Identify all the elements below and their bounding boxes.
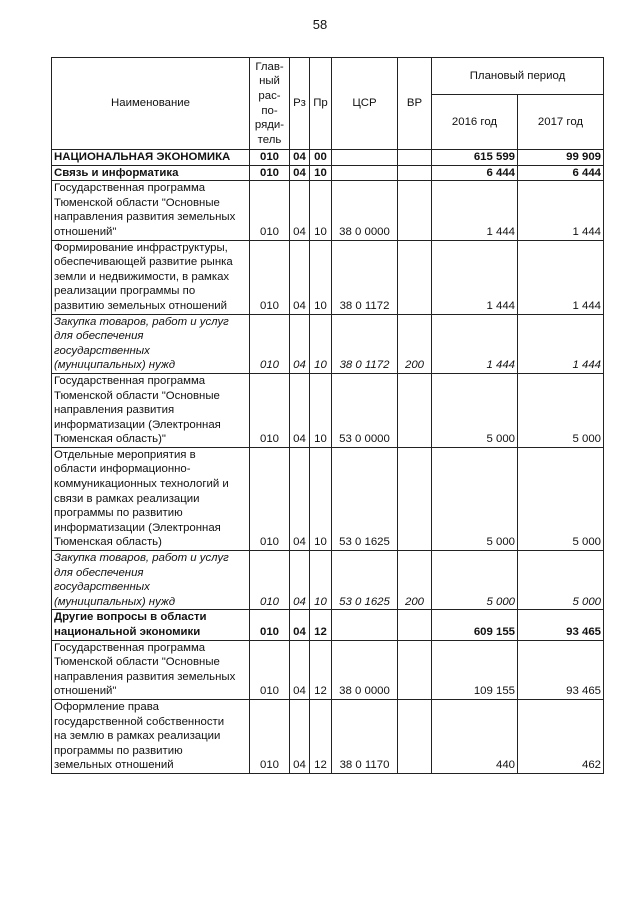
cell-gr: 010	[250, 314, 290, 373]
cell-pr: 10	[310, 373, 332, 447]
cell-rz: 04	[290, 447, 310, 550]
header-2016: 2016 год	[432, 95, 518, 150]
header-gr: Глав- ный рас- по- ряди- тель	[250, 58, 290, 150]
cell-rz: 04	[290, 551, 310, 610]
header-vr: ВР	[398, 58, 432, 150]
table-row	[52, 314, 604, 373]
cell-pr: 10	[310, 447, 332, 550]
cell-v2016: 109 155	[432, 640, 518, 699]
cell-gr: 010	[250, 699, 290, 773]
cell-name: Закупка товаров, работ и услуг для обеспечения государственных (муниципальных) нужд	[52, 551, 250, 610]
cell-v2016: 440	[432, 699, 518, 773]
table-row	[52, 240, 604, 314]
cell-rz: 04	[290, 640, 310, 699]
page-number: 58	[312, 17, 328, 32]
cell-rz: 04	[290, 699, 310, 773]
table-row	[52, 447, 604, 550]
cell-pr: 10	[310, 181, 332, 240]
cell-csr: 38 0 1172	[332, 314, 398, 373]
table-row	[52, 699, 604, 773]
cell-rz: 04	[290, 150, 310, 166]
cell-v2016: 1 444	[432, 181, 518, 240]
cell-gr: 010	[250, 150, 290, 166]
cell-csr: 38 0 0000	[332, 181, 398, 240]
cell-v2017: 1 444	[518, 181, 604, 240]
cell-vr	[398, 150, 432, 166]
cell-vr	[398, 165, 432, 181]
header-name: Наименование	[52, 58, 250, 150]
cell-vr	[398, 640, 432, 699]
cell-gr: 010	[250, 640, 290, 699]
cell-gr: 010	[250, 165, 290, 181]
cell-name: Связь и информатика	[52, 165, 250, 181]
cell-gr: 010	[250, 181, 290, 240]
cell-rz: 04	[290, 240, 310, 314]
cell-v2016: 609 155	[432, 610, 518, 640]
cell-v2016: 5 000	[432, 551, 518, 610]
cell-csr	[332, 610, 398, 640]
cell-rz: 04	[290, 610, 310, 640]
cell-v2016: 5 000	[432, 447, 518, 550]
cell-vr	[398, 373, 432, 447]
cell-name: Отдельные мероприятия в области информационно- коммуникационных технологий и связи в рамках реализации программы по развитию информатизации (Электронная Тюменская область)	[52, 447, 250, 550]
cell-vr	[398, 181, 432, 240]
cell-v2017: 5 000	[518, 373, 604, 447]
cell-name: Государственная программа Тюменской области "Основные направления развития информатизации (Электронная Тюменская область)"	[52, 373, 250, 447]
cell-vr	[398, 610, 432, 640]
cell-vr	[398, 699, 432, 773]
cell-name: Государственная программа Тюменской области "Основные направления развития земельных отношений"	[52, 640, 250, 699]
cell-gr: 010	[250, 447, 290, 550]
cell-pr: 12	[310, 640, 332, 699]
cell-v2017: 462	[518, 699, 604, 773]
cell-v2016: 1 444	[432, 314, 518, 373]
cell-gr: 010	[250, 240, 290, 314]
cell-pr: 12	[310, 610, 332, 640]
cell-v2017: 93 465	[518, 640, 604, 699]
cell-csr	[332, 165, 398, 181]
cell-csr: 38 0 0000	[332, 640, 398, 699]
cell-csr: 38 0 1172	[332, 240, 398, 314]
cell-csr: 38 0 1170	[332, 699, 398, 773]
cell-rz: 04	[290, 181, 310, 240]
cell-v2017: 1 444	[518, 314, 604, 373]
cell-vr: 200	[398, 551, 432, 610]
cell-v2017: 6 444	[518, 165, 604, 181]
cell-v2017: 1 444	[518, 240, 604, 314]
cell-rz: 04	[290, 165, 310, 181]
cell-vr: 200	[398, 314, 432, 373]
cell-vr	[398, 447, 432, 550]
cell-csr	[332, 150, 398, 166]
cell-v2016: 615 599	[432, 150, 518, 166]
cell-rz: 04	[290, 373, 310, 447]
table-row	[52, 640, 604, 699]
cell-name: Формирование инфраструктуры, обеспечивающей развитие рынка земли и недвижимости, в рамках реализации программы по развитию земельных отношений	[52, 240, 250, 314]
cell-pr: 10	[310, 551, 332, 610]
table-row	[52, 165, 604, 181]
table-body	[52, 150, 604, 774]
cell-v2016: 6 444	[432, 165, 518, 181]
header-csr: ЦСР	[332, 58, 398, 150]
cell-v2016: 1 444	[432, 240, 518, 314]
cell-gr: 010	[250, 373, 290, 447]
cell-csr: 53 0 1625	[332, 551, 398, 610]
cell-v2017: 93 465	[518, 610, 604, 640]
table-row	[52, 373, 604, 447]
cell-pr: 10	[310, 165, 332, 181]
cell-pr: 10	[310, 240, 332, 314]
cell-csr: 53 0 0000	[332, 373, 398, 447]
cell-pr: 12	[310, 699, 332, 773]
header-2017: 2017 год	[518, 95, 604, 150]
cell-name: Другие вопросы в области национальной экономики	[52, 610, 250, 640]
header-rz: Рз	[290, 58, 310, 150]
header-plan-period: Плановый период	[432, 58, 604, 95]
cell-pr: 00	[310, 150, 332, 166]
cell-gr: 010	[250, 551, 290, 610]
cell-name: Закупка товаров, работ и услуг для обеспечения государственных (муниципальных) нужд	[52, 314, 250, 373]
cell-name: Государственная программа Тюменской области "Основные направления развития земельных отношений"	[52, 181, 250, 240]
cell-v2017: 99 909	[518, 150, 604, 166]
cell-v2016: 5 000	[432, 373, 518, 447]
table-row	[52, 150, 604, 166]
budget-table	[51, 57, 604, 774]
cell-pr: 10	[310, 314, 332, 373]
table-row	[52, 551, 604, 610]
cell-v2017: 5 000	[518, 447, 604, 550]
cell-vr	[398, 240, 432, 314]
cell-csr: 53 0 1625	[332, 447, 398, 550]
cell-gr: 010	[250, 610, 290, 640]
cell-v2017: 5 000	[518, 551, 604, 610]
header-pr: Пр	[310, 58, 332, 150]
cell-name: Оформление права государственной собственности на землю в рамках реализации программы по развитию земельных отношений	[52, 699, 250, 773]
table-row	[52, 181, 604, 240]
cell-rz: 04	[290, 314, 310, 373]
cell-name: НАЦИОНАЛЬНАЯ ЭКОНОМИКА	[52, 150, 250, 166]
table-row	[52, 610, 604, 640]
